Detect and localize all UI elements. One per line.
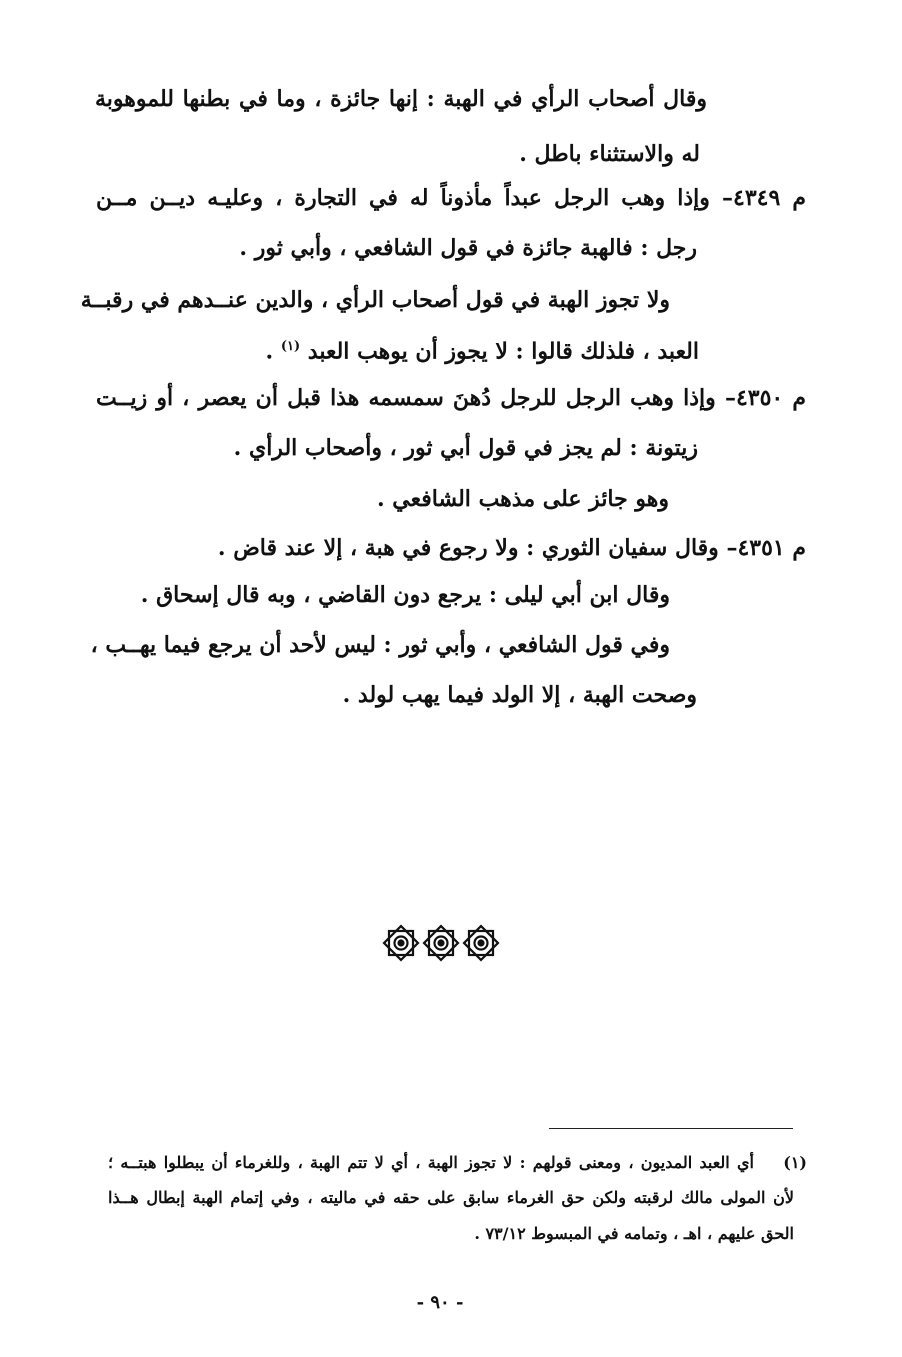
issue-4351-line-1: م ٤٣٥١– وقال سفيان الثوري : ولا رجوع في هبة ، إلا عند قاض . — [217, 535, 806, 561]
issue-4351-line-4: وصحت الهبة ، إلا الولد فيما يهب لولد . — [342, 682, 697, 708]
page-number: - ٩٠ - — [416, 1292, 464, 1313]
issue-4349-line-2: رجل : فالهبة جائزة في قول الشافعي ، وأبي ثور . — [239, 235, 697, 261]
footnote-marker: (١) — [783, 1153, 807, 1172]
text-line-2: له والاستثناء باطل . — [519, 141, 700, 167]
issue-4349-line-4 — [265, 332, 699, 366]
footnote-line-1: أي العبد المديون ، ومعنى قولهم : لا تجوز الهبة ، أي لا تتم الهبة ، وللغرماء أن يبطلوا هبتــه ؛ — [108, 1153, 755, 1172]
three-flower-ornament-icon — [381, 921, 501, 965]
footnote-line-3: الحق عليهم ، اهـ ، وتمامه في المبسوط ٧٣/١٢ . — [474, 1224, 794, 1243]
issue-4350-line-2: زيتونة : لم يجز في قول أبي ثور ، وأصحاب الرأي . — [233, 435, 698, 461]
issue-4350-line-1: م ٤٣٥٠– وإذا وهب الرجل للرجل دُهنَ سمسمه هذا قبل أن يعصر ، أو زيــت — [96, 385, 806, 411]
issue-4351-line-2: وقال ابن أبي ليلى : يرجع دون القاضي ، وبه قال إسحاق . — [140, 582, 670, 608]
footnote-separator — [549, 1128, 793, 1129]
footnote-reference: (١) — [280, 339, 301, 354]
issue-4349-line-1: م ٤٣٤٩– وإذا وهب الرجل عبداً مأذوناً له في التجارة ، وعليـه ديــن مــن — [96, 185, 806, 211]
issue-4349-line-3: ولا تجوز الهبة في قول أصحاب الرأي ، والدين عنــدهم في رقبــة — [80, 287, 670, 313]
issue-4349-line-4-end: . — [265, 338, 274, 365]
issue-4350-line-3: وهو جائز على مذهب الشافعي . — [376, 486, 669, 512]
issue-4349-line-4-text: العبد ، فلذلك قالوا : لا يجوز أن يوهب العبد — [307, 338, 699, 365]
issue-4351-line-3: وفي قول الشافعي ، وأبي ثور : ليس لأحد أن يرجع فيما يهــب ، — [90, 632, 670, 658]
footnote-line-2: لأن المولى مالك لرقبته ولكن حق الغرماء سابق على حقه في ماليته ، وفي إتمام الهبة إبطال هــذا — [108, 1188, 794, 1207]
text-line-1: وقال أصحاب الرأي في الهبة : إنها جائزة ، وما في بطنها للموهوبة — [95, 86, 707, 112]
